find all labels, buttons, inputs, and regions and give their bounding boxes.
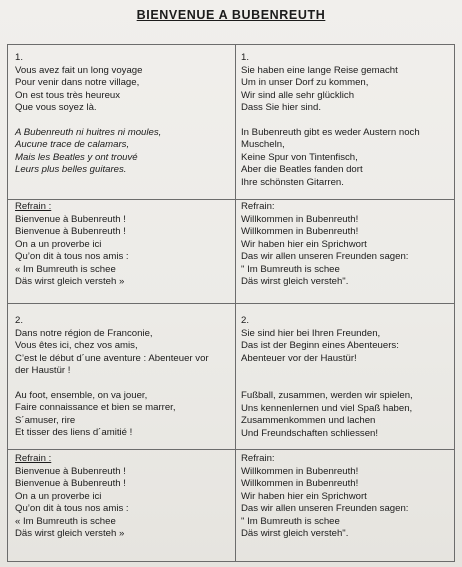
verse-1-german [236,45,455,200]
lyric-line: On a un proverbe ici [15,238,102,250]
verse-1-french [8,45,236,200]
verse-2-french [8,304,236,450]
lyric-line: Abenteuer vor der Haustür! [241,352,357,364]
lyric-line: Um in unser Dorf zu kommen, [241,77,369,88]
lyric-line: Däs wirst gleich versteh". [241,276,349,287]
lyric-line: Das wir allen unseren Freunden sagen: [241,251,409,262]
verse-1-row [8,45,455,200]
lyric-line: Ihre schönsten Gitarren. [241,176,344,188]
refrain-1-french [8,200,236,304]
lyric-line: " Im Bumreuth is schee [241,263,340,275]
lyric-line: Däs wirst gleich versteh » [15,528,125,539]
lyric-line: « Im Bumreuth is schee [15,515,116,527]
lyric-line: Uns kennenlernen und viel Spaß haben, [241,402,413,414]
lyric-line: Wir haben hier ein Sprichwort [241,490,367,502]
refrain-heading: Refrain: [241,453,275,464]
lyric-line: C’est le début d´une aventure : Abenteuer vor [15,352,209,364]
lyric-line: Muscheln, [241,139,285,150]
lyric-line: Däs wirst gleich versteh » [15,276,125,287]
lyric-line: Das ist der Beginn eines Abenteuers: [241,340,399,351]
verse-number: 2. [15,315,24,326]
refrain-heading: Refrain : [15,453,52,464]
lyric-line: Wir sind alle sehr glücklich [241,89,355,101]
lyric-line: On est tous très heureux [15,89,121,101]
lyric-line: Willkommen in Bubenreuth! [241,226,359,237]
lyric-line: Sie haben eine lange Reise gemacht [241,64,398,76]
lyric-line: Wir haben hier ein Sprichwort [241,238,367,250]
refrain-1-german [236,200,455,304]
refrain-heading: Refrain : [15,201,52,212]
lyric-line: Vous êtes ici, chez vos amis, [15,340,138,351]
lyric-line: Faire connaissance et bien se marrer, [15,402,176,413]
lyric-line: Mais les Beatles y ont trouvé [15,151,138,163]
lyric-line: " Im Bumreuth is schee [241,515,340,527]
lyric-line: Dass Sie hier sind. [241,102,321,113]
lyric-line: « Im Bumreuth is schee [15,263,116,275]
lyric-line: In Bubenreuth gibt es weder Austern noch [241,126,420,138]
lyric-line: Qu’on dit à tous nos amis : [15,503,129,514]
refrain-1-row [8,200,455,304]
lyric-line: S´amuser, rire [15,414,76,426]
refrain-2-row [8,450,455,562]
lyric-line: Däs wirst gleich versteh". [241,528,349,539]
lyric-line: On a un proverbe ici [15,490,102,502]
verse-number: 1. [15,52,24,63]
lyric-line: Aber die Beatles fanden dort [241,164,363,175]
lyric-line: Aucune trace de calamars, [15,139,130,150]
lyric-line: Bienvenue à Bubenreuth ! [15,465,126,477]
lyric-line: Pour venir dans notre village, [15,77,140,88]
lyric-line: Et tisser des liens d´amitié ! [15,427,133,438]
verse-number: 2. [241,315,250,326]
verse-2-german [236,304,455,450]
lyric-line: Que vous soyez là. [15,102,97,113]
lyric-line: Dans notre région de Franconie, [15,327,153,339]
lyric-line: Und Freundschaften schliessen! [241,427,379,439]
lyric-line: Willkommen in Bubenreuth! [241,465,359,477]
lyric-line: Willkommen in Bubenreuth! [241,478,359,489]
lyric-line: Keine Spur von Tintenfisch, [241,151,358,163]
lyric-line: Willkommen in Bubenreuth! [241,213,359,225]
lyrics-table [7,44,455,562]
lyric-line: Das wir allen unseren Freunden sagen: [241,503,409,514]
refrain-2-french [8,450,236,562]
lyric-line: Au foot, ensemble, on va jouer, [15,389,148,401]
verse-number: 1. [241,52,250,63]
verse-2-row [8,304,455,450]
document-title: BIENVENUE A BUBENREUTH [136,8,326,22]
lyric-line: Sie sind hier bei Ihren Freunden, [241,327,381,339]
lyric-line: Leurs plus belles guitares. [15,164,127,175]
lyric-line: Vous avez fait un long voyage [15,64,143,76]
lyric-line: Bienvenue à Bubenreuth ! [15,226,126,237]
lyric-line: der Haustür ! [15,365,71,376]
refrain-2-german [236,450,455,562]
lyric-line: A Bubenreuth ni huitres ni moules, [15,126,162,138]
lyric-line: Fußball, zusammen, werden wir spielen, [241,390,413,401]
lyric-line: Bienvenue à Bubenreuth ! [15,478,126,489]
lyric-line: Bienvenue à Bubenreuth ! [15,213,126,225]
lyric-line: Zusammenkommen und lachen [241,415,376,426]
refrain-heading: Refrain: [241,201,275,212]
lyric-line: Qu’on dit à tous nos amis : [15,251,129,262]
